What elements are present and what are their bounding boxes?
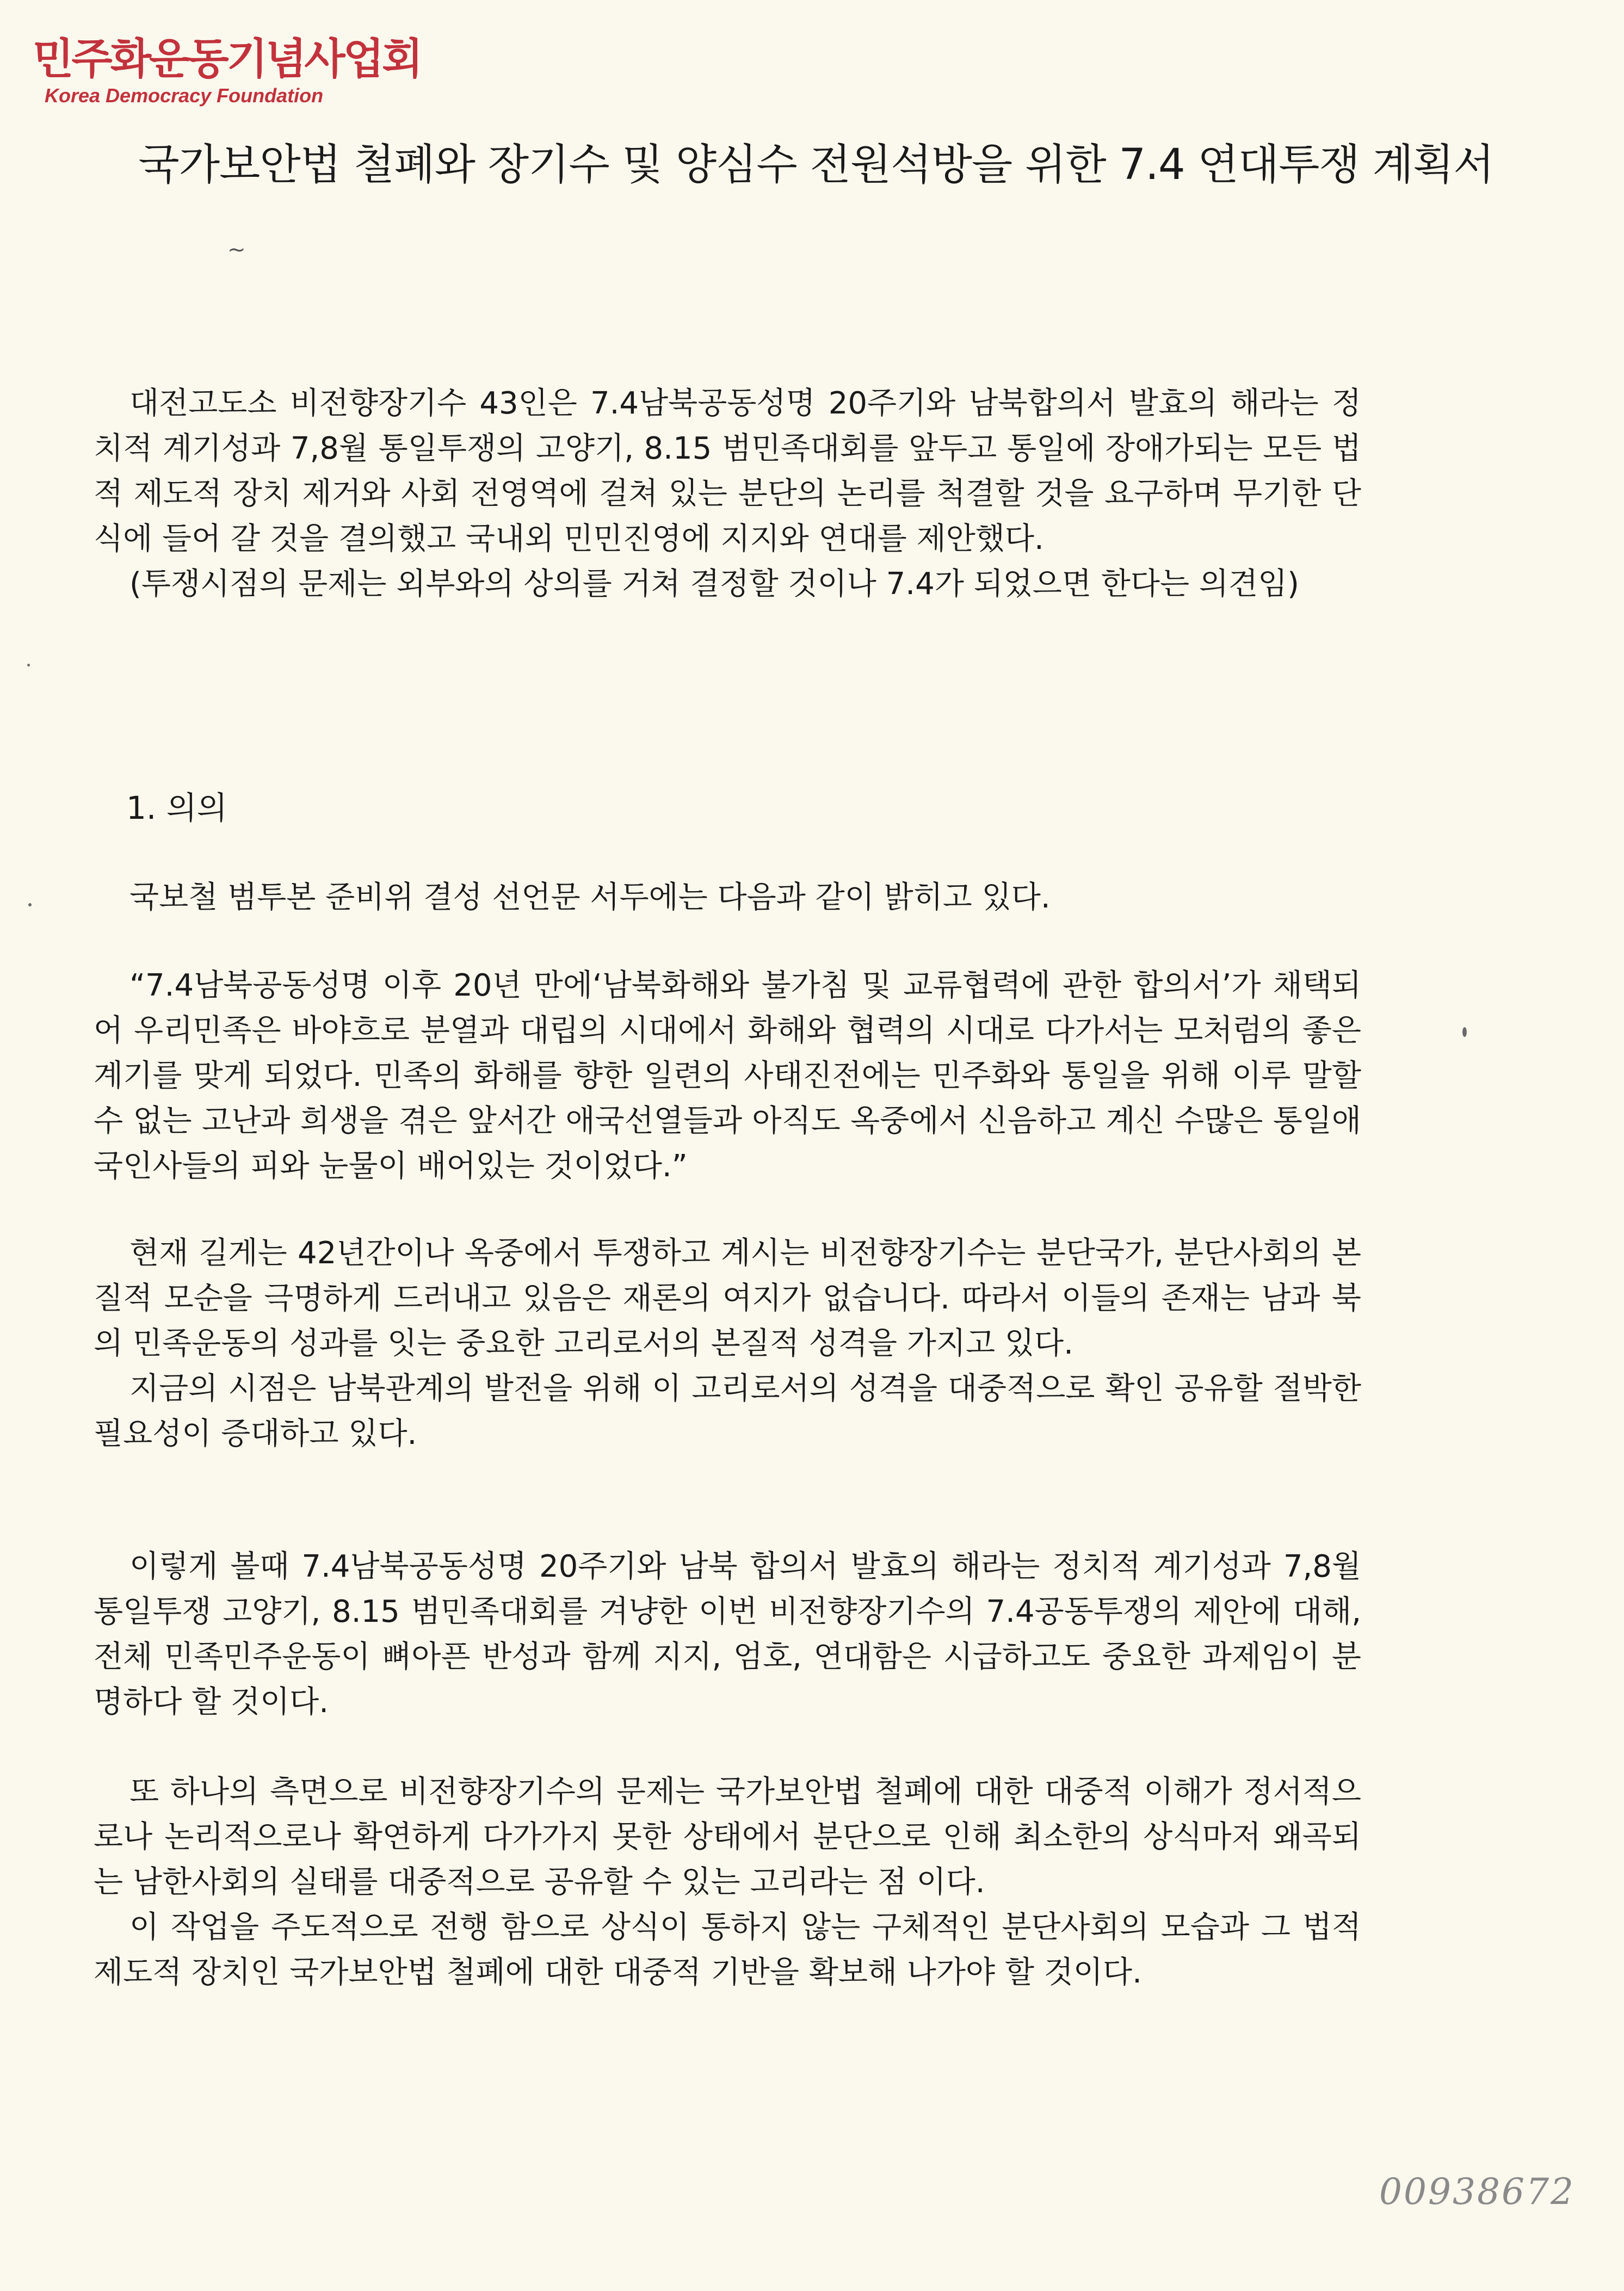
quote-paragraph: “7.4남북공동성명 이후 20년 만에‘남북화해와 불가침 및 교류협력에 관한 합의서’가 채택되어 우리민족은 바야흐로 분열과 대립의 시대에서 화해와 협력의 시대로 다가서는 모처럼의 좋은 계기를 맞게 되었다. 민족의 화해를 향한 일련의 사태진전에는 민주화와 통일을 위해 이루 말할 수 없는 고난과 희생을 겪은 앞서간 애국선열들과 아직도 옥중에서 신음하고 계신 수많은 통일애국인사들의 피와 눈물이 배어있는 것이었다.”	[94, 968, 1361, 1184]
section-lead	[94, 875, 1361, 920]
analysis-paragraph-2: 지금의 시점은 남북관계의 발전을 위해 이 고리로서의 성격을 대중적으로 확인 공유할 절박한 필요성이 증대하고 있다.	[94, 1371, 1361, 1452]
document-title: 국가보안법 철폐와 장기수 및 양심수 전원석방을 위한 7.4 연대투쟁 계획서	[138, 140, 1494, 189]
pen-mark: ~	[227, 237, 246, 262]
handwritten-doc-number: 00938672	[1379, 2171, 1575, 2213]
section-lead-paragraph: 국보철 범투본 준비위 결성 선언문 서두에는 다음과 같이 밝히고 있다.	[129, 880, 1051, 915]
intro-note: (투쟁시점의 문제는 외부와의 상의를 거쳐 결정할 것이나 7.4가 되었으면 한다는 의견임)	[129, 566, 1300, 602]
scan-speck	[28, 903, 32, 906]
watermark-english: Korea Democracy Foundation	[45, 84, 324, 107]
intro-block	[94, 381, 1361, 607]
evaluation-block	[94, 1544, 1361, 1725]
quote-block	[94, 963, 1361, 1189]
evaluation-paragraph: 이렇게 볼때 7.4남북공동성명 20주기와 남북 합의서 발효의 해라는 정치적 계기성과 7,8월 통일투쟁 고양기, 8.15 범민족대회를 겨냥한 이번 비전향장기수의 7.4공동투쟁의 제안에 대해, 전체 민족민주운동이 뼈아픈 반성과 함께 지지, 엄호, 연대함은 시급하고도 중요한 과제임이 분명하다 할 것이다.	[94, 1549, 1361, 1720]
section-heading: 1. 의의	[126, 789, 227, 826]
intro-paragraph: 대전고도소 비전향장기수 43인은 7.4남북공동성명 20주기와 남북합의서 발효의 해라는 정치적 계기성과 7,8월 통일투쟁의 고양기, 8.15 범민족대회를 앞두고 통일에 장애가되는 모든 법적 제도적 장치 제거와 사회 전영역에 걸쳐 있는 분단의 논리를 척결할 것을 요구하며 무기한 단식에 들어 갈 것을 결의했고 국내외 민민진영에 지지와 연대를 제안했다.	[94, 386, 1361, 557]
aspect-paragraph: 또 하나의 측면으로 비전향장기수의 문제는 국가보안법 철폐에 대한 대중적 이해가 정서적으로나 논리적으로나 확연하게 다가가지 못한 상태에서 분단으로 인해 최소한의 상식마저 왜곡되는 남한사회의 실태를 대중적으로 공유할 수 있는 고리라는 점 이다.	[94, 1774, 1361, 1900]
foundation-watermark	[33, 34, 421, 107]
scan-speck	[27, 664, 30, 666]
aspect-block	[94, 1769, 1361, 1995]
analysis-block	[94, 1231, 1361, 1456]
scan-speck	[1462, 1027, 1467, 1037]
aspect-paragraph-2: 이 작업을 주도적으로 전행 함으로 상식이 통하지 않는 구체적인 분단사회의 모습과 그 법적 제도적 장치인 국가보안법 철폐에 대한 대중적 기반을 확보해 나가야 할 것이다.	[94, 1910, 1361, 1990]
watermark-korean: 민주화운동기념사업회	[33, 35, 421, 84]
analysis-paragraph: 현재 길게는 42년간이나 옥중에서 투쟁하고 계시는 비전향장기수는 분단국가, 분단사회의 본질적 모순을 극명하게 드러내고 있음은 재론의 여지가 없습니다. 따라서 이들의 존재는 남과 북의 민족운동의 성과를 잇는 중요한 고리로서의 본질적 성격을 가지고 있다.	[94, 1236, 1361, 1361]
